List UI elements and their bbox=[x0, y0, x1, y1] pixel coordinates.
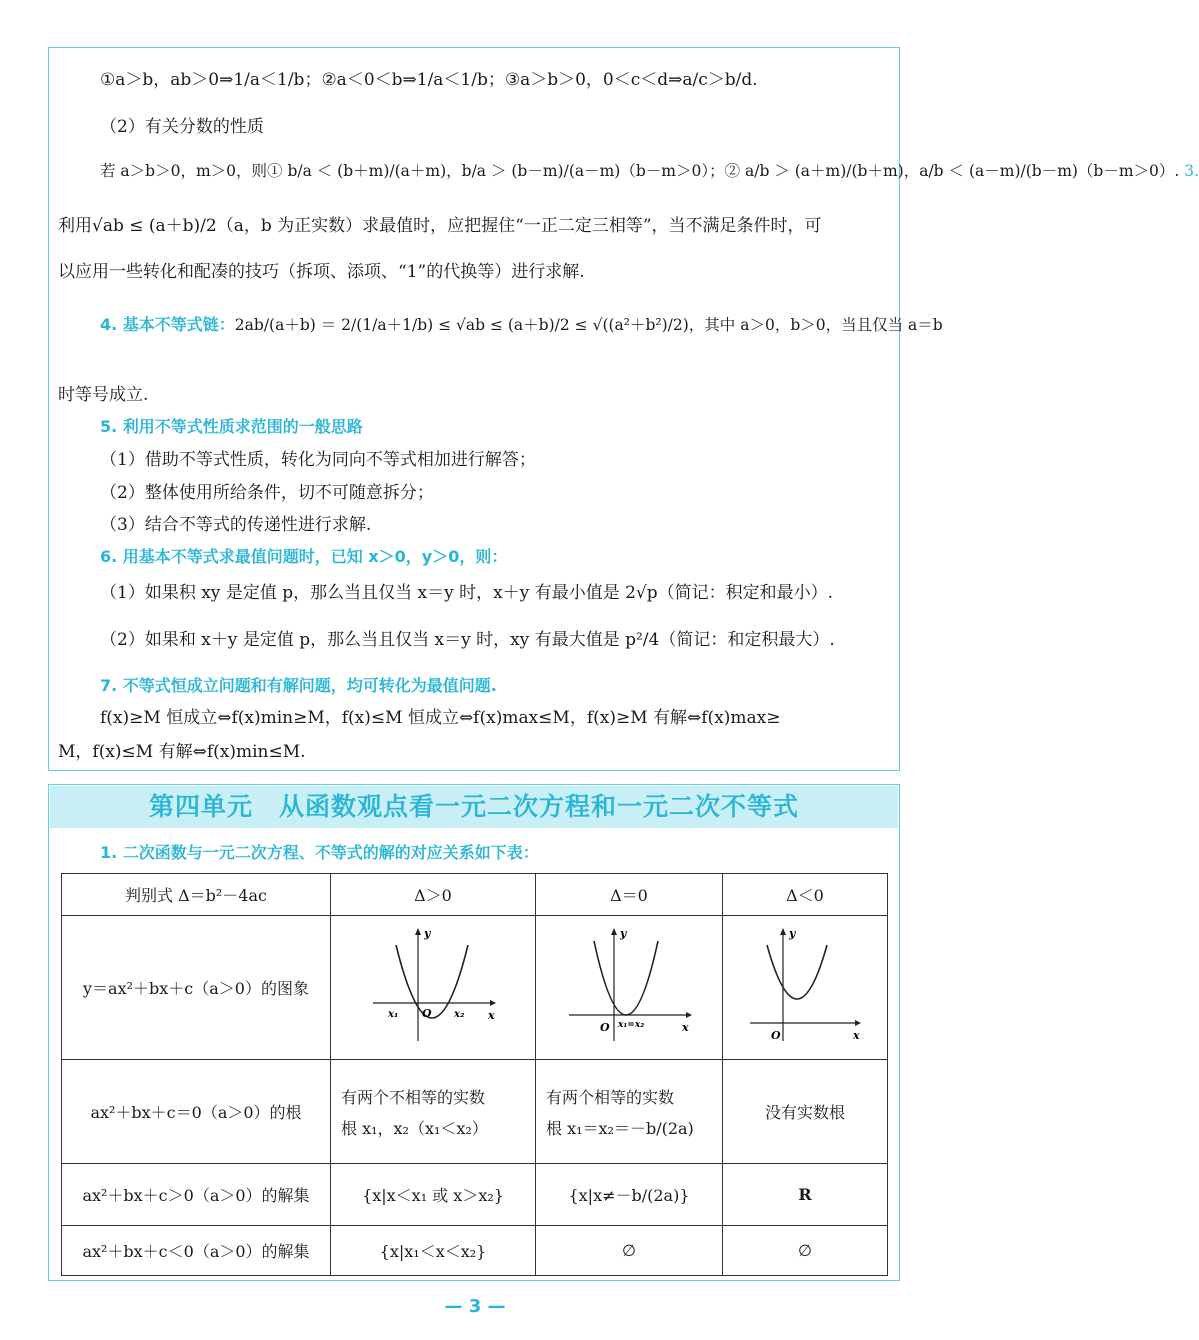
quadratic-correspondence-table bbox=[61, 873, 888, 1276]
header-positive: Δ＞0 bbox=[331, 874, 536, 916]
item-7-line-2: M，f(x)≤M 有解⇔f(x)min≤M. bbox=[58, 742, 306, 762]
item-3-number: 3. bbox=[1184, 162, 1199, 180]
header-negative: Δ＜0 bbox=[723, 874, 888, 916]
fraction-properties-heading: （2）有关分数的性质 bbox=[100, 117, 264, 137]
less-row-label: ax²＋bx＋c＜0（a＞0）的解集 bbox=[62, 1226, 331, 1276]
table-header-row bbox=[62, 874, 888, 916]
item-6-heading: 6. 用基本不等式求最值问题时，已知 x＞0，y＞0，则： bbox=[100, 547, 508, 566]
x-axis-label: x bbox=[682, 1021, 689, 1034]
fraction-properties-line: 若 a＞b＞0，m＞0，则① b/a ＜ (b＋m)/(a＋m)，b/a ＞ (b－m)/(a－m)（b－m＞0）；② a/b ＞ (a＋m)/(b＋m)，a/b ＜ (a－m)/(b－m)（b－m＞0）. 3. bbox=[100, 162, 1199, 180]
less-solution-row bbox=[62, 1226, 888, 1276]
root-x2-label: x₂ bbox=[454, 1009, 465, 1020]
greater-row-label: ax²＋bx＋c＞0（a＞0）的解集 bbox=[62, 1164, 331, 1226]
parabola-one-root-graph bbox=[564, 923, 694, 1048]
item-4-heading: 4. 基本不等式链： bbox=[100, 315, 235, 334]
roots-equal: 有两个相等的实数 根 x₁＝x₂＝－b/(2a) bbox=[536, 1060, 723, 1164]
table-intro-heading: 1. 二次函数与一元二次方程、不等式的解的对应关系如下表： bbox=[100, 843, 539, 862]
y-axis-label: y bbox=[789, 927, 796, 940]
graph-no-root bbox=[723, 916, 888, 1060]
graph-row bbox=[62, 916, 888, 1060]
item-6-point-2: （2）如果和 x＋y 是定值 p，那么当且仅当 x＝y 时，xy 有最大值是 p²/4（简记：和定积最大）. bbox=[100, 630, 835, 650]
roots-two-distinct: 有两个不相等的实数 根 x₁，x₂（x₁＜x₂） bbox=[331, 1060, 536, 1164]
item-5-point-1: （1）借助不等式性质，转化为同向不等式相加进行解答； bbox=[100, 450, 536, 470]
less-one-root: ∅ bbox=[536, 1226, 723, 1276]
item-7-line-1: f(x)≥M 恒成立⇔f(x)min≥M，f(x)≤M 恒成立⇔f(x)max≤M，f(x)≥M 有解⇔f(x)max≥ bbox=[100, 708, 781, 728]
x-axis-label: x bbox=[853, 1029, 860, 1042]
greater-two-roots: {x|x＜x₁ 或 x＞x₂} bbox=[331, 1164, 536, 1226]
root-x1-label: x₁ bbox=[388, 1009, 399, 1020]
unit-four-banner: 第四单元 从函数观点看一元二次方程和一元二次不等式 bbox=[50, 786, 898, 828]
less-two-roots: {x|x₁＜x＜x₂} bbox=[331, 1226, 536, 1276]
inequality-properties-line: ①a＞b，ab＞0⇒1/a＜1/b；②a＜0＜b⇒1/a＜1/b；③a＞b＞0，0＜c＜d⇒a/c＞b/d. bbox=[100, 70, 758, 90]
inequality-chain-line: 4. 基本不等式链：2ab/(a＋b) ＝ 2/(1/a＋1/b) ≤ √ab ≤ (a＋b)/2 ≤ √((a²＋b²)/2)，其中 a＞0，b＞0，当且仅当 a＝b bbox=[100, 315, 943, 334]
item-5-point-3: （3）结合不等式的传递性进行求解. bbox=[100, 515, 372, 535]
item-5-heading: 5. 利用不等式性质求范围的一般思路 bbox=[100, 417, 363, 436]
x-axis-label: x bbox=[488, 1009, 495, 1022]
header-discriminant: 判别式 Δ＝b²－4ac bbox=[62, 874, 331, 916]
page-number: — 3 — bbox=[444, 1296, 506, 1317]
origin-label: O bbox=[771, 1029, 781, 1042]
basic-inequality-usage-line-2: 以应用一些转化和配凑的技巧（拆项、添项、“1”的代换等）进行求解. bbox=[58, 262, 585, 282]
parabola-two-roots-graph bbox=[368, 923, 498, 1048]
greater-solution-row bbox=[62, 1164, 888, 1226]
less-no-root: ∅ bbox=[723, 1226, 888, 1276]
parabola-no-root-graph bbox=[745, 923, 865, 1048]
y-axis-label: y bbox=[424, 927, 431, 940]
roots-row-label: ax²＋bx＋c＝0（a＞0）的根 bbox=[62, 1060, 331, 1164]
y-axis-label: y bbox=[620, 927, 627, 940]
graph-row-label: y＝ax²＋bx＋c（a＞0）的图象 bbox=[62, 916, 331, 1060]
summary-box bbox=[48, 47, 900, 771]
greater-one-root: {x|x≠－b/(2a)} bbox=[536, 1164, 723, 1226]
origin-label: O bbox=[422, 1007, 432, 1020]
equality-condition-line: 时等号成立. bbox=[58, 385, 149, 405]
graph-one-root bbox=[536, 916, 723, 1060]
double-root-label: x₁=x₂ bbox=[618, 1020, 645, 1030]
item-7-heading: 7. 不等式恒成立问题和有解问题，均可转化为最值问题. bbox=[100, 676, 497, 695]
roots-row bbox=[62, 1060, 888, 1164]
item-5-point-2: （2）整体使用所给条件，切不可随意拆分； bbox=[100, 483, 434, 503]
header-zero: Δ＝0 bbox=[536, 874, 723, 916]
greater-no-root: R bbox=[723, 1164, 888, 1226]
origin-label: O bbox=[600, 1021, 610, 1034]
basic-inequality-usage-line: 利用√ab ≤ (a＋b)/2（a，b 为正实数）求最值时，应把握住“一正二定三相等”，当不满足条件时，可 bbox=[58, 216, 822, 236]
graph-two-roots bbox=[331, 916, 536, 1060]
item-6-point-1: （1）如果积 xy 是定值 p，那么当且仅当 x＝y 时，x＋y 有最小值是 2√p（简记：积定和最小）. bbox=[100, 583, 834, 603]
roots-none: 没有实数根 bbox=[723, 1060, 888, 1164]
